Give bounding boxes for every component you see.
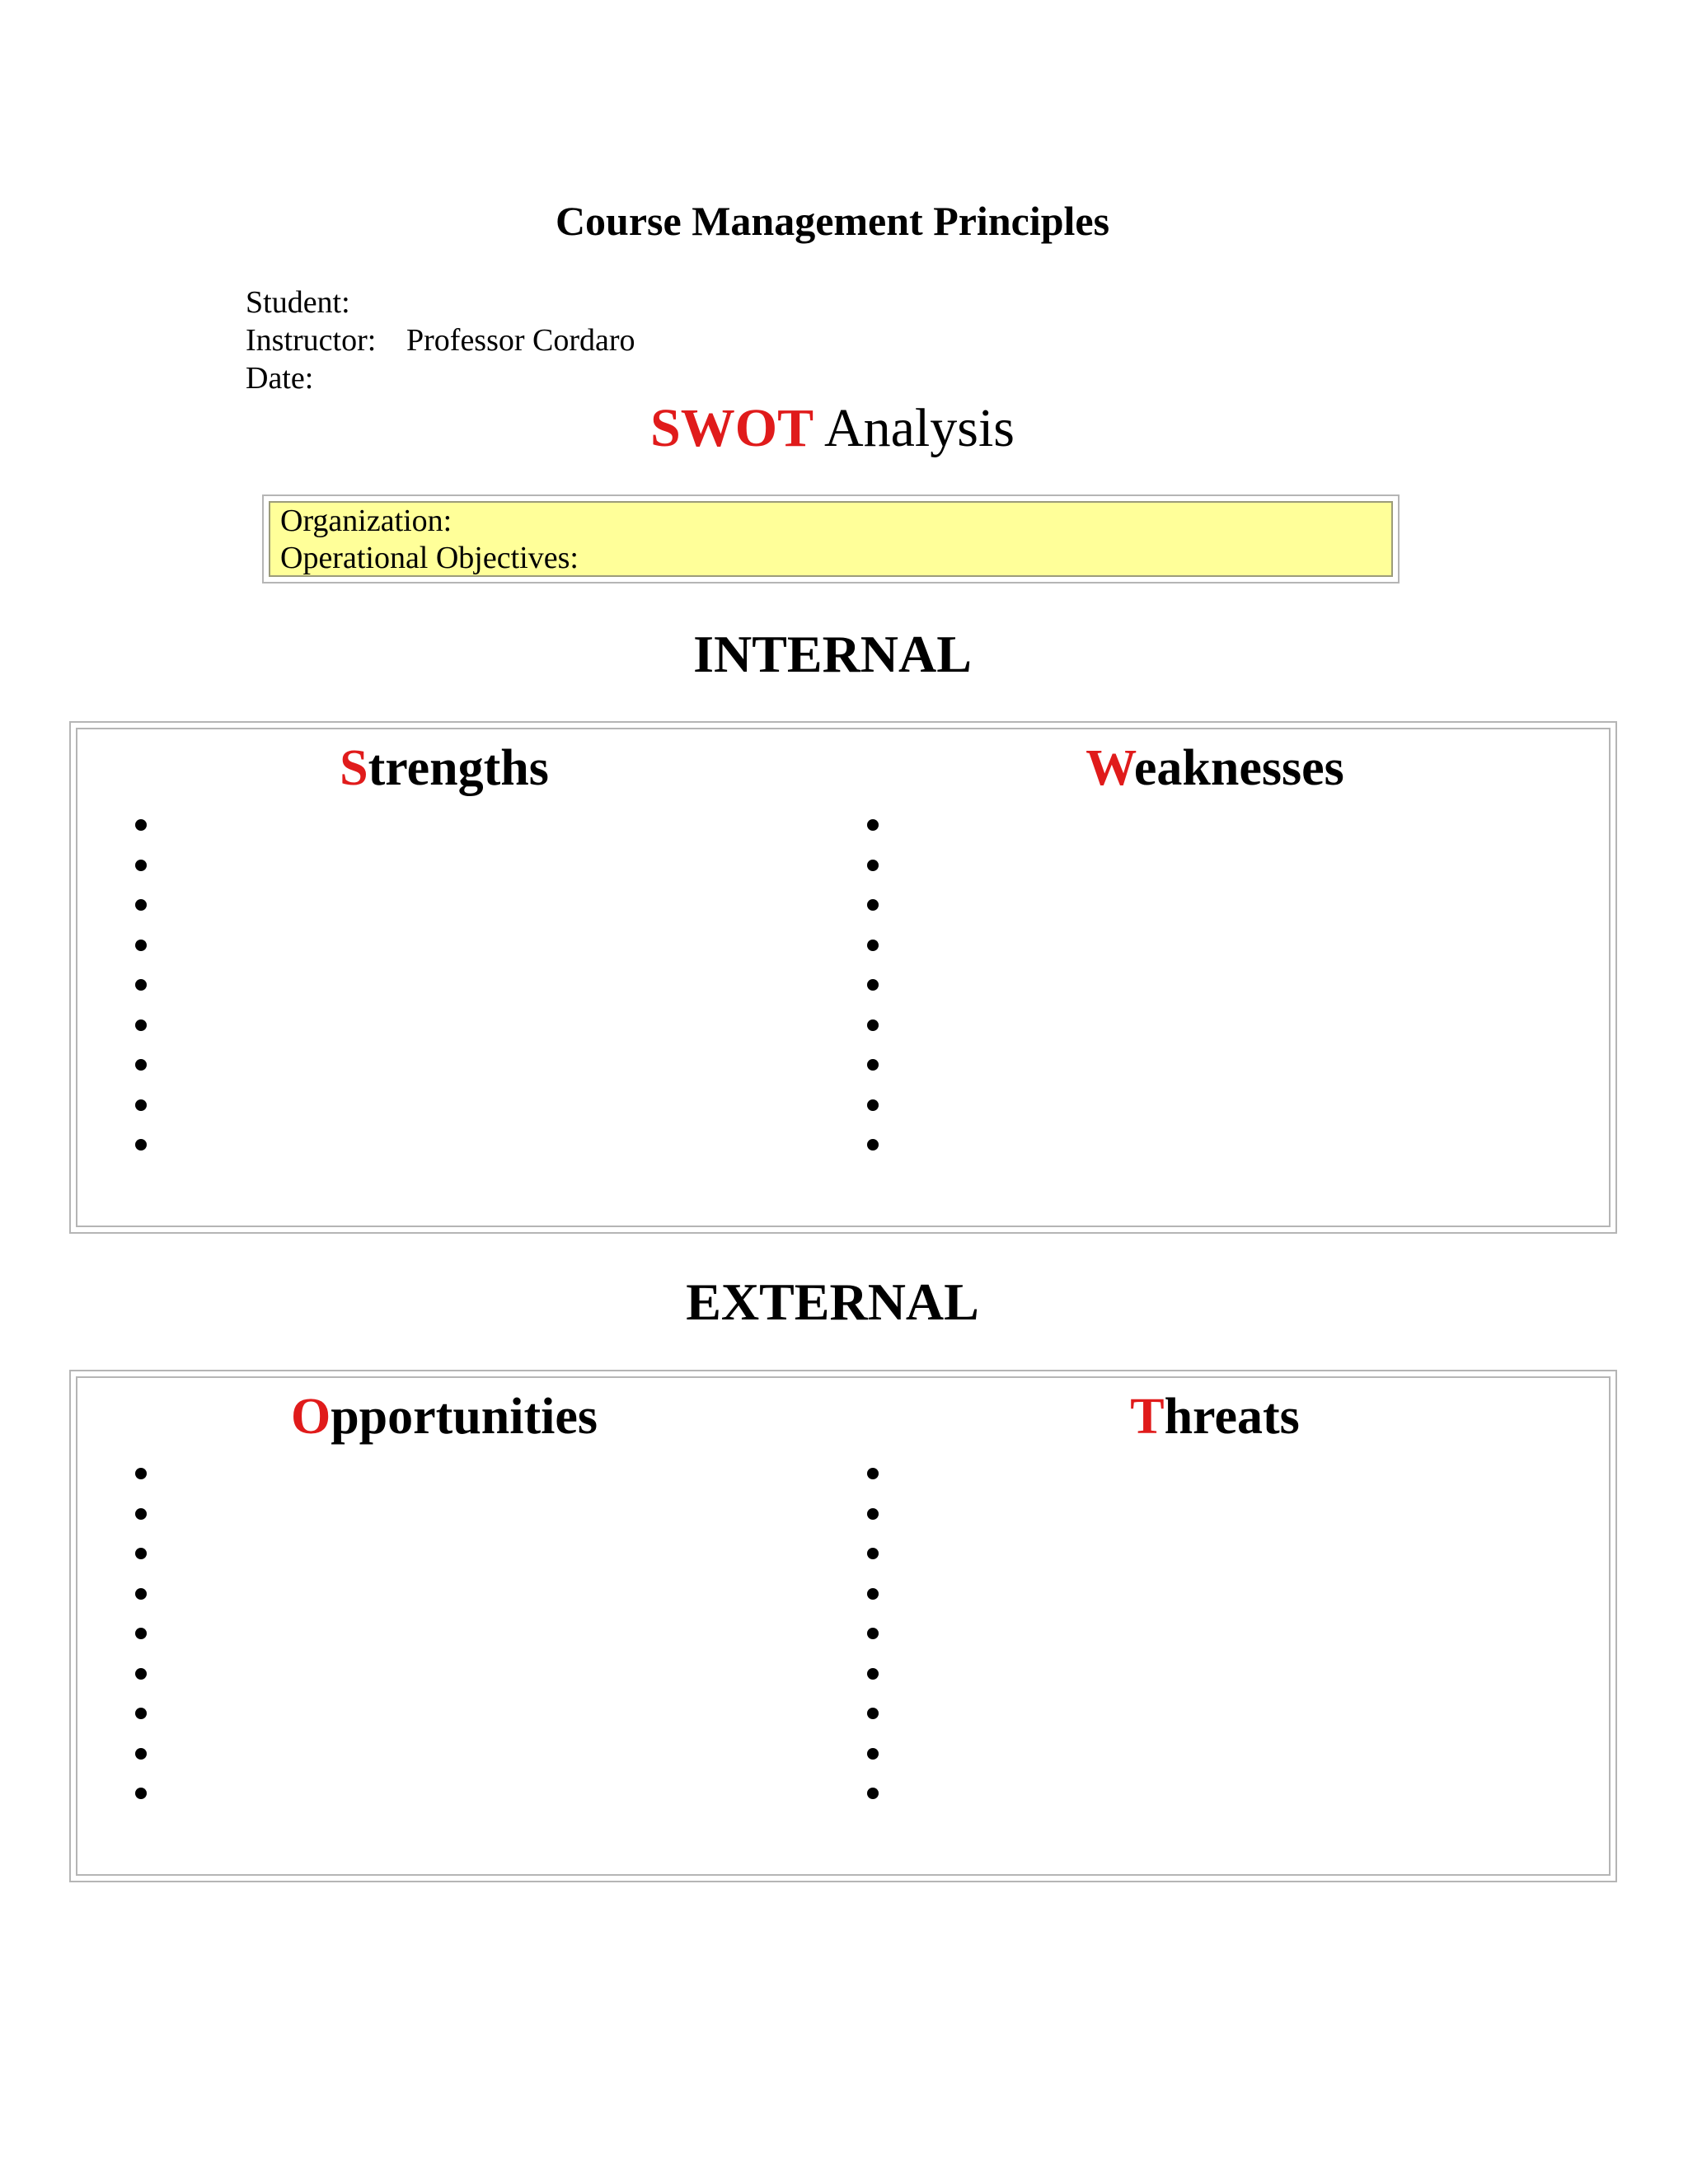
bullet-item <box>135 885 147 926</box>
weaknesses-heading <box>811 738 1619 799</box>
bullet-item <box>867 1774 879 1814</box>
organization-label: Organization: <box>280 504 452 538</box>
threats-rest: hreats <box>1164 1389 1300 1445</box>
bullet-item <box>135 1045 147 1085</box>
bullet-item <box>135 1125 147 1165</box>
date-row <box>246 359 313 397</box>
internal-table <box>69 721 1617 1234</box>
bullet-item <box>867 1614 879 1654</box>
bullet-item <box>867 846 879 886</box>
bullet-item <box>867 1694 879 1734</box>
bullet-item <box>135 1774 147 1814</box>
strengths-initial: S <box>340 740 368 796</box>
bullet-item <box>135 1454 147 1494</box>
organization-box-inner <box>269 501 1393 577</box>
weaknesses-initial: W <box>1085 740 1134 796</box>
bullet-item <box>135 1694 147 1734</box>
weaknesses-list <box>867 805 879 1165</box>
opportunities-heading <box>77 1386 811 1447</box>
bullet-item <box>867 1574 879 1615</box>
bullet-item <box>867 926 879 966</box>
bullet-item <box>867 1045 879 1085</box>
organization-box <box>262 494 1400 583</box>
bullet-item <box>135 1574 147 1615</box>
bullet-item <box>867 1654 879 1694</box>
course-title: Course Management Principles <box>555 198 1110 244</box>
instructor-value: Professor Cordaro <box>406 323 635 358</box>
bullet-item <box>135 1734 147 1774</box>
bullet-item <box>867 1534 879 1574</box>
bullet-item <box>135 846 147 886</box>
threats-heading <box>811 1386 1619 1447</box>
threats-list <box>867 1454 879 1814</box>
date-label: Date: <box>246 361 314 396</box>
bullet-item <box>135 1614 147 1654</box>
bullet-item <box>867 1494 879 1535</box>
opportunities-list <box>135 1454 147 1814</box>
strengths-list <box>135 805 147 1165</box>
swot-title-rest: Analysis <box>814 398 1015 458</box>
student-row <box>246 284 350 321</box>
bullet-item <box>867 805 879 846</box>
internal-heading: INTERNAL <box>693 625 972 683</box>
external-table <box>69 1370 1617 1882</box>
bullet-item <box>135 926 147 966</box>
bullet-item <box>867 965 879 1005</box>
bullet-item <box>135 1085 147 1126</box>
external-table-inner <box>76 1376 1611 1876</box>
strengths-heading <box>77 738 811 799</box>
bullet-item <box>867 1125 879 1165</box>
bullet-item <box>867 885 879 926</box>
opportunities-initial: O <box>290 1389 331 1445</box>
external-heading: EXTERNAL <box>686 1272 979 1331</box>
bullet-item <box>867 1734 879 1774</box>
bullet-item <box>867 1085 879 1126</box>
strengths-rest: trengths <box>368 740 549 796</box>
threats-initial: T <box>1130 1389 1165 1445</box>
internal-table-inner <box>76 728 1611 1227</box>
operational-objectives-label: Operational Objectives: <box>280 541 579 575</box>
bullet-item <box>135 1494 147 1535</box>
bullet-item <box>867 1454 879 1494</box>
bullet-item <box>135 1005 147 1046</box>
student-label: Student: <box>246 285 350 320</box>
bullet-item <box>867 1005 879 1046</box>
weaknesses-rest: eaknesses <box>1133 740 1344 796</box>
instructor-row <box>246 321 635 359</box>
opportunities-rest: pportunities <box>331 1389 598 1445</box>
bullet-item <box>135 805 147 846</box>
swot-analysis-title <box>0 396 1665 462</box>
swot-acronym: SWOT <box>650 398 814 458</box>
bullet-item <box>135 1534 147 1574</box>
bullet-item <box>135 965 147 1005</box>
instructor-label: Instructor: <box>246 323 377 358</box>
bullet-item <box>135 1654 147 1694</box>
